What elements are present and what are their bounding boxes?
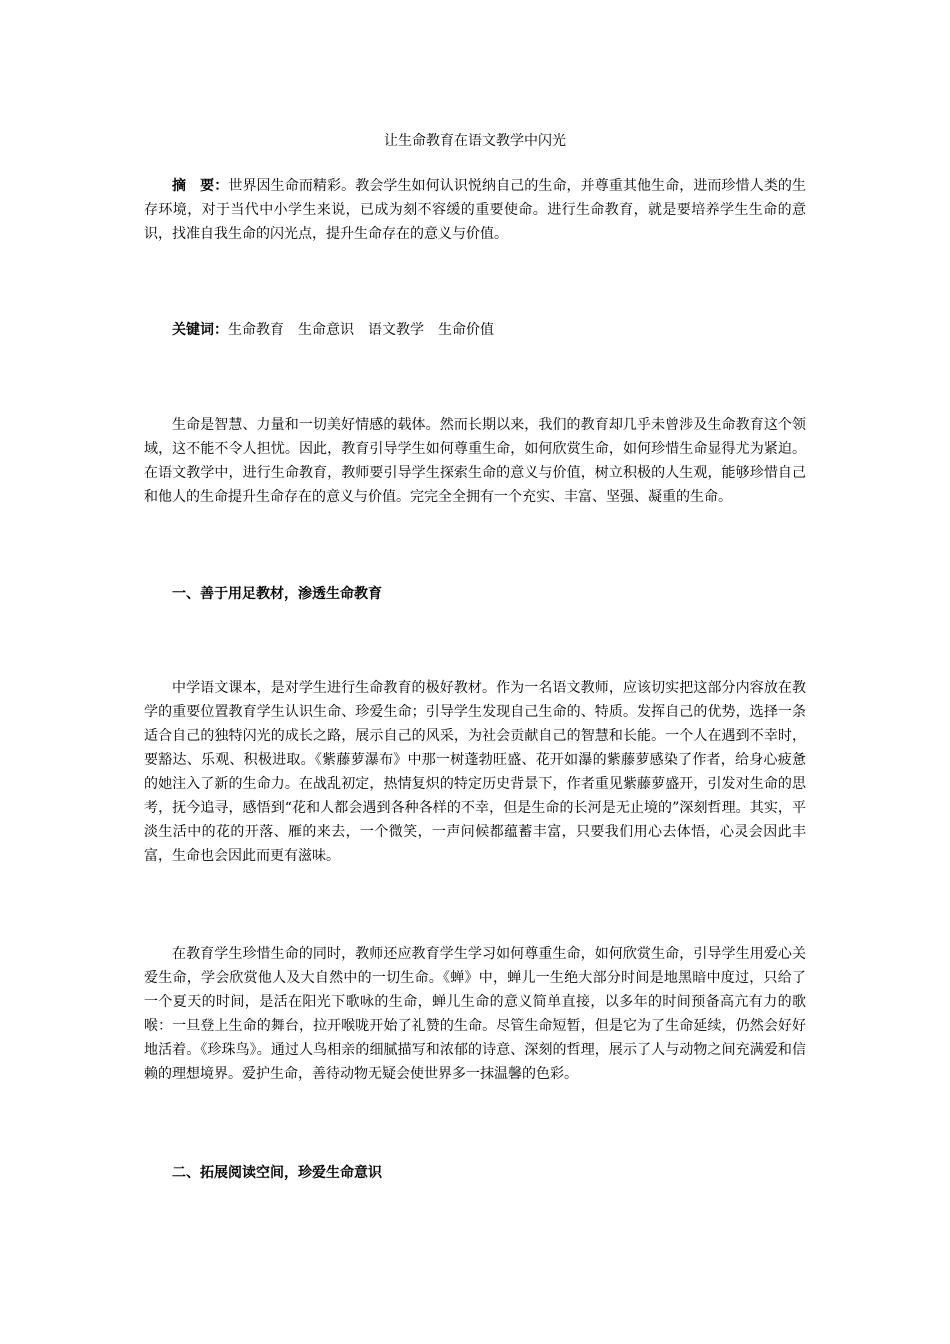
- intro-paragraph: 生命是智慧、力量和一切美好情感的载体。然而长期以来，我们的教育却几乎未曾涉及生命教育这个领域，这不能不令人担忧。因此，教育引导学生如何尊重生命，如何欣赏生命，如何珍惜生命显得尤为紧迫。在语文教学中，进行生命教育，教师要引导学生探索生命的意义与价值，树立积极的人生观，能够珍惜自己和他人的生命提升生命存在的意义与价值。完完全全拥有一个充实、丰富、坚强、凝重的生命。: [144, 417, 806, 505]
- keyword-item: 生命教育: [228, 322, 284, 338]
- section-heading: 二、拓展阅读空间，珍爱生命意识: [172, 1165, 382, 1181]
- body-paragraph: 中学语文课本，是对学生进行生命教育的极好教材。作为一名语文教师，应该切实把这部分内容放在教学的重要位置教育学生认识生命、珍爱生命；引导学生发现自己生命的、特质。发挥自己的优势，选择一条适合自己的独特闪光的成长之路，展示自己的风采，为社会贡献自己的智慧和长能。一个人在遇到不幸时，要豁达、乐观、积极进取。《紫藤萝瀑布》中那一树蓬勃旺盛、花开如瀑的紫藤萝感染了作者，给身心疲惫的她注入了新的生命力。在战乱初定，热情复炽的特定历史背景下，作者重见紫藤萝盛开，引发对生命的思考，抚今追寻，感悟到“花和人都会遇到各种各样的不幸，但是生命的长河是无止境的”深刻哲理。其实，平淡生活中的花的开落、雁的来去，一个微笑，一声问候都蕴蓄丰富，只要我们用心去体悟，心灵会因此丰富，生命也会因此而更有滋味。: [144, 680, 806, 864]
- abstract-paragraph: [144, 174, 806, 246]
- abstract-label: 摘 要：: [172, 178, 229, 194]
- section-heading: 一、善于用足教材，渗透生命教育: [172, 586, 382, 602]
- keyword-item: 语文教学: [368, 322, 424, 338]
- document-title: 让生命教育在语文教学中闪光: [384, 133, 566, 149]
- keywords-paragraph: [144, 318, 806, 342]
- abstract-text: 世界因生命而精彩。教会学生如何认识悦纳自己的生命，并尊重其他生命，进而珍惜人类的生存环境，对于当代中小学生来说，已成为刻不容缓的重要使命。进行生命教育，就是要培养学生生命的意识，找准自我生命的闪光点，提升生命存在的意义与价值。: [144, 178, 807, 242]
- body-paragraph: 在教育学生珍惜生命的同时，教师还应教育学生学习如何尊重生命，如何欣赏生命，引导学生用爱心关爱生命，学会欣赏他人及大自然中的一切生命。《蝉》中，蝉儿一生绝大部分时间是地黑暗中度过，只给了一个夏天的时间，是活在阳光下歌咏的生命，蝉儿生命的意义简单直接，以多年的时间预备高亢有力的歌喉：一旦登上生命的舞台，拉开喉咙开始了礼赞的生命。尽管生命短暂，但是它为了生命延续，仍然会好好地活着。《珍珠鸟》。通过人鸟相亲的细腻描写和浓郁的诗意、深刻的哲理，展示了人与动物之间充满爱和信赖的理想境界。爱护生命，善待动物无疑会使世界多一抹温馨的色彩。: [144, 946, 806, 1082]
- keyword-item: 生命价值: [438, 322, 494, 338]
- keywords-label: 关键词：: [172, 322, 228, 338]
- keyword-item: 生命意识: [298, 322, 354, 338]
